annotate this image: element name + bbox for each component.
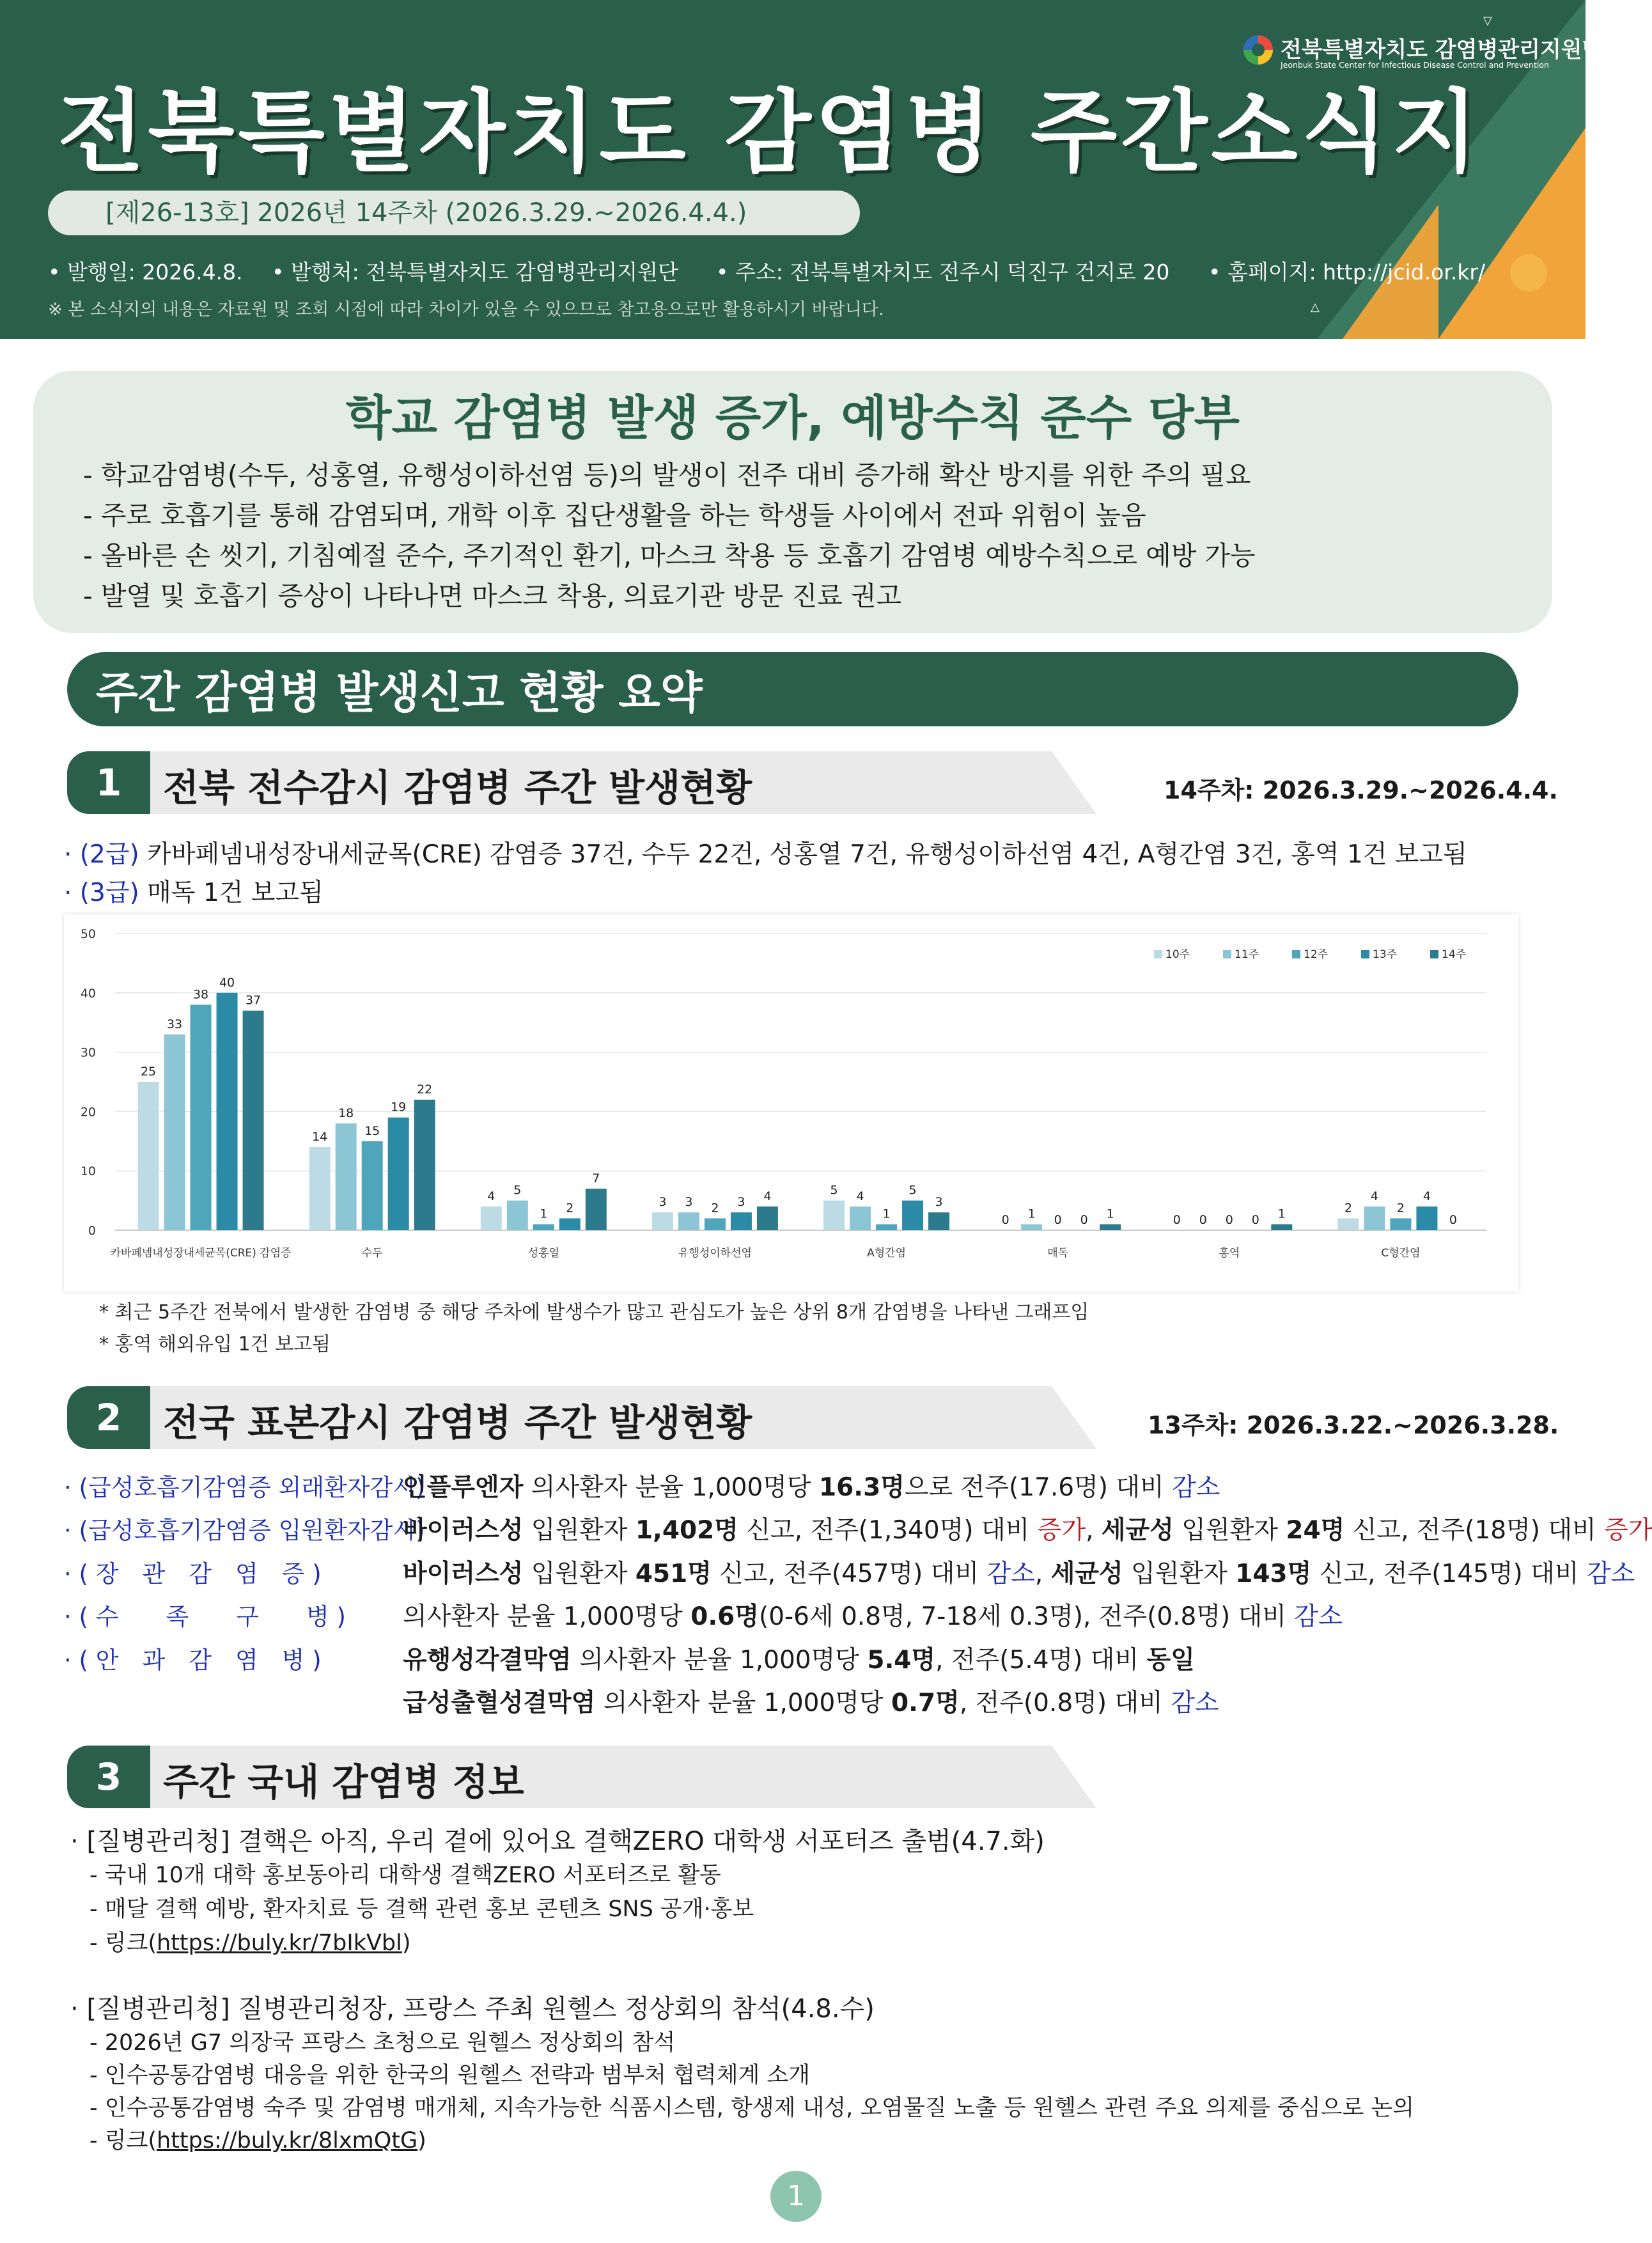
headline-line: - 발열 및 호흡기 증상이 나타나면 마스크 착용, 의료기관 방문 진료 권고 (83, 581, 902, 611)
publish-date: • 발행일: 2026.4.8. (48, 260, 243, 285)
data-label: 37 (245, 993, 261, 1008)
link-suffix: ) (417, 2128, 426, 2153)
bar (928, 1212, 949, 1230)
bar (1021, 1224, 1042, 1230)
chart-svg (64, 914, 1518, 1292)
legend-label: 10주 (1165, 948, 1190, 961)
news-detail: - 매달 결핵 예방, 환자치료 등 결핵 관련 홍보 콘텐츠 SNS 공개·홍보 (90, 1896, 754, 1922)
legend-swatch (1154, 950, 1162, 958)
data-label: 38 (192, 987, 209, 1002)
issue-info: [제26-13호] 2026년 14주차 (2026.3.29.~2026.4.4.) (48, 191, 860, 235)
surveillance-text: , (1086, 1516, 1102, 1545)
link-prefix: - 링크( (90, 2128, 157, 2153)
legend-label: 13주 (1373, 948, 1398, 961)
section-title: 전국 표본감시 감염병 주간 발생현황 (163, 1401, 752, 1444)
bar (309, 1147, 331, 1230)
surveillance-text: 의사환자 분율 1,000명당 (595, 1689, 892, 1717)
surveillance-text: 0.7명 (891, 1689, 960, 1717)
chart-note: * 홍역 해외유입 1건 보고됨 (99, 1333, 331, 1356)
bar (1271, 1224, 1292, 1230)
data-label: 4 (1422, 1189, 1431, 1203)
surveillance-text: 동일 (1146, 1646, 1195, 1675)
surveillance-tag: · (급성호흡기감염증 외래환자감시) (64, 1474, 425, 1501)
news-detail: - 인수공통감염병 숙주 및 감염병 매개체, 지속가능한 식품시스템, 항생제 내성, 오염물질 노출 등 원헬스 관련 주요 의제를 중심으로 논의 (90, 2095, 1415, 2121)
surveillance-text: 입원환자 (523, 1516, 635, 1545)
section-date: 13주차: 2026.3.22.~2026.3.28. (1148, 1411, 1559, 1439)
data-label: 3 (935, 1195, 943, 1210)
y-tick-label: 40 (80, 986, 96, 1001)
newsletter-title: 전북특별자치도 감염병 주간소식지 (58, 81, 1483, 185)
bar (1416, 1207, 1437, 1230)
data-label: 1 (1027, 1207, 1036, 1221)
surveillance-text: 감소 (986, 1559, 1035, 1588)
bar-chart (64, 914, 1518, 1292)
bar (850, 1207, 871, 1230)
surveillance-text: 입원환자 (523, 1559, 635, 1588)
x-tick-label: 수두 (361, 1247, 383, 1260)
bar (876, 1224, 897, 1230)
surveillance-text: 바이러스성 (403, 1559, 524, 1588)
headline-line: - 올바른 손 씻기, 기침예절 준수, 주기적인 환기, 마스크 착용 등 호흡기 감염병 예방수칙으로 예방 가능 (83, 540, 1256, 571)
surveillance-text: , 전주(0.8명) 대비 (959, 1689, 1171, 1717)
bar (1337, 1218, 1359, 1230)
surveillance-text: 감소 (1172, 1473, 1220, 1502)
bar (507, 1201, 528, 1230)
y-tick-label: 30 (80, 1045, 96, 1060)
logo-subtext: Jeonbuk State Center for Infectious Disease Control and Prevention (1281, 60, 1549, 70)
report-line (64, 873, 323, 909)
surveillance-text: 급성출혈성결막염 (403, 1689, 596, 1717)
headline-title: 학교 감염병 발생 증가, 예방수칙 준수 당부 (346, 391, 1240, 446)
bar (164, 1035, 185, 1230)
surveillance-text: 143명 (1235, 1559, 1312, 1588)
summary-title: 주간 감염병 발생신고 현황 요약 (96, 668, 703, 719)
triangle-decor-icon: ▽ (1483, 14, 1492, 27)
x-tick-label: 매독 (1047, 1247, 1069, 1260)
headline-line: - 학교감염병(수두, 성홍열, 유행성이하선염 등)의 발생이 전주 대비 증가해 확산 방지를 위한 주의 필요 (83, 460, 1251, 490)
surveillance-text: 1,402명 (635, 1516, 738, 1545)
surveillance-text: 입원환자 (1123, 1559, 1236, 1588)
legend-swatch (1430, 950, 1438, 958)
news-headline: · [질병관리청] 결핵은 아직, 우리 곁에 있어요 결핵ZERO 대학생 서포터즈 출범(4.7.화) (70, 1827, 1045, 1856)
data-label: 0 (1080, 1213, 1088, 1227)
report-line (64, 834, 1467, 870)
section-number: 1 (67, 751, 150, 814)
surveillance-text: 유행성각결막염 (403, 1646, 572, 1675)
homepage-link[interactable]: • 홈페이지: http://jcid.or.kr/ (1208, 260, 1486, 285)
bar (138, 1082, 159, 1230)
surveillance-text: 신고, 전주(1,340명) 대비 (738, 1516, 1038, 1545)
surveillance-text: 의사환자 분율 1,000명당 (523, 1473, 820, 1502)
surveillance-row (64, 1467, 1220, 1503)
report-text: 매독 1건 보고됨 (139, 879, 323, 907)
bar (757, 1207, 778, 1230)
data-label: 0 (1199, 1213, 1207, 1227)
disclaimer-note: ※ 본 소식지의 내용은 자료원 및 조회 시점에 따라 차이가 있을 수 있으므로 참고용으로만 활용하시기 바랍니다. (48, 300, 884, 320)
data-label: 22 (417, 1082, 433, 1097)
news-link-line (90, 2123, 426, 2155)
data-label: 0 (1001, 1213, 1009, 1227)
bar (1364, 1207, 1385, 1230)
bar (362, 1141, 383, 1230)
legend-swatch (1292, 950, 1300, 958)
data-label: 2 (711, 1201, 719, 1215)
section-number: 3 (67, 1746, 150, 1808)
data-label: 18 (338, 1106, 354, 1120)
bar (678, 1212, 699, 1230)
surveillance-text: 인플루엔자 (403, 1473, 524, 1502)
surveillance-text: 감소 (1586, 1559, 1635, 1588)
section-title: 주간 국내 감염병 정보 (163, 1760, 524, 1804)
bar (1100, 1224, 1121, 1230)
news-detail: - 국내 10개 대학 홍보동아리 대학생 결핵ZERO 서포터즈로 활동 (90, 1863, 721, 1888)
section-date: 14주차: 2026.3.29.~2026.4.4. (1164, 776, 1558, 804)
surveillance-tag: · ( 장 관 감 염 증 ) (64, 1560, 322, 1588)
data-label: 5 (830, 1183, 838, 1198)
surveillance-text: 증가 (1604, 1516, 1652, 1545)
x-tick-label: 유행성이하선염 (678, 1247, 752, 1260)
data-label: 25 (140, 1065, 157, 1079)
y-tick-label: 50 (80, 927, 96, 941)
grade-tag: · (2급) (64, 840, 139, 869)
surveillance-row (64, 1510, 1652, 1546)
bar (652, 1212, 673, 1230)
data-label: 1 (882, 1207, 891, 1221)
chart-note: * 최근 5주간 전북에서 발생한 감염병 중 해당 주차에 발생수가 많고 관심도가 높은 상위 8개 감염병을 나타낸 그래프임 (99, 1301, 1089, 1324)
data-label: 2 (1396, 1201, 1405, 1215)
data-label: 4 (487, 1189, 495, 1203)
section-number: 2 (67, 1386, 150, 1449)
data-label: 40 (219, 975, 235, 990)
link-prefix: - 링크( (90, 1930, 157, 1956)
surveillance-tag: · (급성호흡기감염증 입원환자감시) (64, 1517, 425, 1544)
x-tick-label: 홍역 (1219, 1247, 1240, 1260)
surveillance-text: 으로 전주(17.6명) 대비 (904, 1473, 1173, 1502)
data-label: 33 (166, 1017, 183, 1031)
surveillance-text: , 전주(5.4명) 대비 (935, 1646, 1147, 1675)
x-tick-label: C형간염 (1381, 1247, 1421, 1260)
surveillance-text: (0-6세 0.8명, 7-18세 0.3명), 전주(0.8명) 대비 (759, 1602, 1295, 1631)
surveillance-text: 바이러스성 (403, 1516, 524, 1545)
data-label: 0 (1173, 1213, 1181, 1227)
data-label: 3 (737, 1195, 745, 1210)
legend-swatch (1361, 950, 1369, 958)
address: • 주소: 전북특별자치도 전주시 덕진구 건지로 20 (716, 260, 1170, 285)
surveillance-text: 입원환자 (1173, 1516, 1286, 1545)
surveillance-text: 24명 (1286, 1516, 1345, 1545)
news-detail: - 2026년 G7 의장국 프랑스 초청으로 원헬스 정상회의 참석 (90, 2030, 676, 2056)
news-headline: · [질병관리청] 질병관리청장, 프랑스 주최 원헬스 정상회의 참석(4.8.수) (70, 1994, 875, 2024)
surveillance-row (64, 1554, 1635, 1590)
data-label: 0 (1251, 1213, 1259, 1227)
surveillance-text: 신고, 전주(145명) 대비 (1311, 1559, 1587, 1588)
surveillance-tag: · ( 수 족 구 병 ) (64, 1603, 346, 1630)
data-label: 19 (391, 1100, 407, 1114)
surveillance-text: 증가 (1037, 1516, 1086, 1545)
data-label: 14 (312, 1130, 328, 1145)
data-label: 1 (1277, 1207, 1286, 1221)
surveillance-text: 0.6명 (690, 1602, 759, 1631)
bar (217, 993, 238, 1230)
data-label: 5 (513, 1183, 522, 1198)
x-tick-label: A형간염 (867, 1247, 907, 1260)
y-tick-label: 20 (80, 1105, 96, 1120)
surveillance-tag: · ( 안 과 감 염 병 ) (64, 1646, 322, 1674)
data-label: 0 (1225, 1213, 1233, 1227)
legend-label: 12주 (1304, 948, 1329, 961)
publisher: • 발행처: 전북특별자치도 감염병관리지원단 (272, 260, 678, 285)
surveillance-row (64, 1640, 1195, 1676)
data-label: 1 (1106, 1207, 1114, 1221)
data-label: 4 (856, 1189, 864, 1203)
y-tick-label: 0 (88, 1224, 96, 1238)
surveillance-row (64, 1597, 1343, 1632)
section-title: 전북 전수감시 감염병 주간 발생현황 (163, 766, 752, 809)
triangle-decor-icon: △ (1311, 301, 1320, 314)
report-text: 카바페넴내성장내세균목(CRE) 감염증 37건, 수두 22건, 성홍열 7건, 유행성이하선염 4건, A형간염 3건, 홍역 1건 보고됨 (139, 840, 1467, 869)
bar (414, 1100, 435, 1230)
surveillance-text: , (1034, 1559, 1051, 1588)
news-link-line (90, 1925, 411, 1957)
data-label: 2 (566, 1201, 574, 1215)
data-label: 5 (908, 1183, 917, 1198)
bar (705, 1218, 726, 1230)
data-label: 7 (592, 1171, 600, 1186)
page-number: 1 (770, 2171, 822, 2222)
data-label: 4 (763, 1189, 772, 1203)
bar (243, 1011, 264, 1230)
surveillance-text: 451명 (635, 1559, 712, 1588)
news-link[interactable]: https://buly.kr/7bIkVbl (157, 1930, 402, 1956)
surveillance-text: 신고, 전주(18명) 대비 (1344, 1516, 1605, 1545)
bar (1390, 1218, 1411, 1230)
surveillance-text: 세균성 (1050, 1559, 1123, 1588)
bar (731, 1212, 752, 1230)
circle-decor (1510, 254, 1547, 292)
bar (823, 1201, 845, 1230)
headline-line: - 주로 호흡기를 통해 감염되며, 개학 이후 집단생활을 하는 학생들 사이에서 전파 위험이 높음 (83, 500, 1146, 531)
surveillance-text: 감소 (1294, 1602, 1343, 1631)
surveillance-text: 의사환자 분율 1,000명당 (571, 1646, 868, 1675)
bar (902, 1201, 923, 1230)
data-label: 3 (685, 1195, 693, 1210)
data-label: 0 (1449, 1213, 1457, 1227)
data-label: 15 (364, 1123, 380, 1138)
legend-label: 14주 (1442, 948, 1467, 961)
y-tick-label: 10 (80, 1164, 96, 1179)
surveillance-row (403, 1683, 1219, 1719)
news-link[interactable]: https://buly.kr/8lxmQtG (157, 2128, 418, 2153)
bar (559, 1218, 581, 1230)
bar (388, 1118, 409, 1230)
x-tick-label: 카바페넴내성장내세균목(CRE) 감염증 (110, 1247, 292, 1260)
data-label: 4 (1370, 1189, 1378, 1203)
data-label: 0 (1054, 1213, 1062, 1227)
grade-tag: · (3급) (64, 879, 139, 907)
bar (533, 1224, 554, 1230)
bar (586, 1189, 607, 1230)
surveillance-text: 세균성 (1101, 1516, 1174, 1545)
data-label: 2 (1344, 1201, 1352, 1215)
logo-text: 전북특별자치도 감염병관리지원단 (1281, 37, 1603, 63)
bar (191, 1004, 212, 1230)
data-label: 1 (540, 1207, 548, 1221)
surveillance-text: 감소 (1171, 1689, 1219, 1717)
link-suffix: ) (401, 1930, 411, 1956)
legend-label: 11주 (1235, 948, 1259, 961)
surveillance-text: 의사환자 분율 1,000명당 (403, 1602, 691, 1631)
surveillance-text: 5.4명 (867, 1646, 936, 1675)
news-detail: - 인수공통감염병 대응을 위한 한국의 원헬스 전략과 범부처 협력체계 소개 (90, 2063, 811, 2088)
bar (336, 1123, 357, 1230)
data-label: 3 (658, 1195, 667, 1210)
x-tick-label: 성홍열 (527, 1247, 559, 1260)
bar (481, 1207, 502, 1230)
legend-swatch (1223, 950, 1231, 958)
surveillance-text: 16.3명 (819, 1473, 905, 1502)
surveillance-text: 신고, 전주(457명) 대비 (711, 1559, 987, 1588)
